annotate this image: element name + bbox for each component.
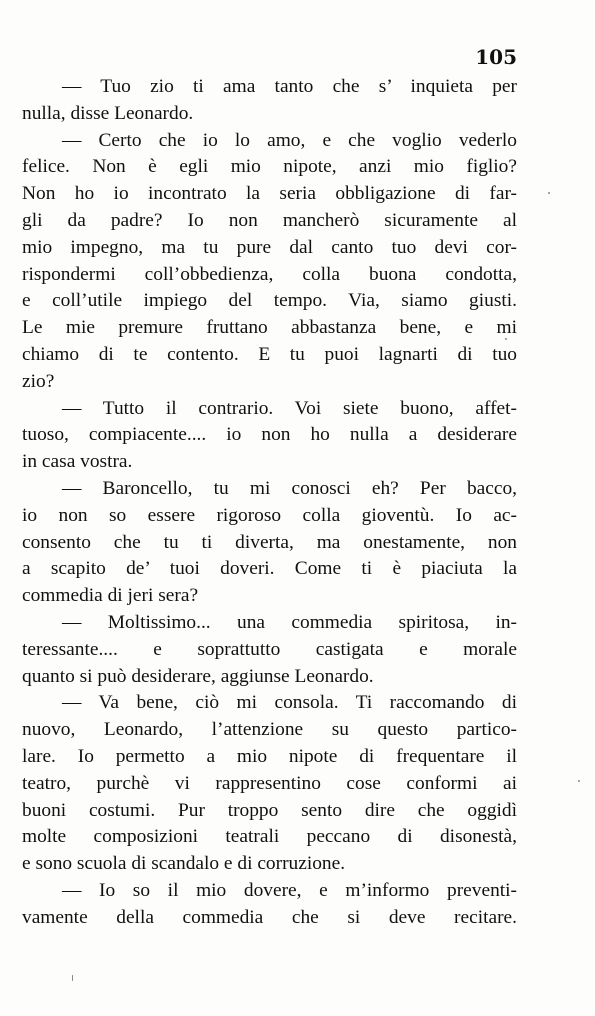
text-line: consento che tu ti diverta, ma onestamente, non [22, 531, 517, 553]
text-line: e coll’utile impiego del tempo. Via, siamo giusti. [22, 290, 517, 312]
text-line: — Moltissimo... una commedia spiritosa, in- [62, 611, 517, 633]
text-line: Non ho io incontrato la seria obbligazione di far- [22, 183, 517, 205]
text-line: — Certo che io lo amo, e che voglio vederlo [62, 129, 517, 151]
text-line: zio? [22, 370, 55, 392]
paper-speck [548, 192, 550, 194]
text-line: quanto si può desiderare, aggiunse Leonardo. [22, 665, 374, 687]
text-line: a scapito de’ tuoi doveri. Come ti è piaciuta la [22, 558, 517, 580]
text-line: gli da padre? Io non mancherò sicuramente al [22, 209, 517, 231]
text-line: — Tutto il contrario. Voi siete buono, affet- [62, 397, 517, 419]
text-line: felice. Non è egli mio nipote, anzi mio figlio? [22, 156, 517, 178]
text-line: e sono scuola di scandalo e di corruzione. [22, 853, 346, 875]
text-line: — Tuo zio ti ama tanto che s’ inquieta per [62, 76, 517, 97]
body-text [22, 74, 517, 932]
text-line: io non so essere rigoroso colla gioventù. Io ac- [22, 504, 517, 526]
page-number: 105 [475, 45, 517, 69]
paper-speck [72, 975, 73, 981]
text-line: mio impegno, ma tu pure dal canto tuo devi cor- [22, 236, 517, 258]
text-line: in casa vostra. [22, 451, 133, 473]
paper-speck [578, 780, 580, 782]
text-line: — Va bene, ciò mi consola. Ti raccomando di [62, 692, 517, 714]
text-line: tuoso, compiacente.... io non ho nulla a desiderare [22, 424, 517, 446]
text-line: rispondermi coll’obbedienza, colla buona condotta, [22, 263, 517, 285]
text-line: lare. Io permetto a mio nipote di frequentare il [22, 745, 517, 767]
text-line: teressante.... e soprattutto castigata e morale [22, 638, 517, 660]
text-line: nulla, disse Leonardo. [22, 102, 194, 124]
paper-speck [505, 338, 507, 340]
text-line: buoni costumi. Pur troppo sento dire che oggidì [22, 799, 517, 821]
text-line: — Baroncello, tu mi conosci eh? Per bacco, [62, 477, 517, 499]
text-line: teatro, purchè vi rappresentino cose conformi ai [22, 772, 517, 794]
text-line: vamente della commedia che si deve recitare. [22, 906, 517, 928]
text-line: nuovo, Leonardo, l’attenzione su questo partico- [22, 719, 517, 741]
text-line: — Io so il mio dovere, e m’informo preventi- [62, 879, 517, 901]
text-line: molte composizioni teatrali peccano di disonestà, [22, 826, 517, 848]
text-line: chiamo di te contento. E tu puoi lagnarti di tuo [22, 343, 517, 365]
text-line: commedia di jeri sera? [22, 585, 199, 607]
text-line: Le mie premure fruttano abbastanza bene, e mi [22, 317, 517, 339]
